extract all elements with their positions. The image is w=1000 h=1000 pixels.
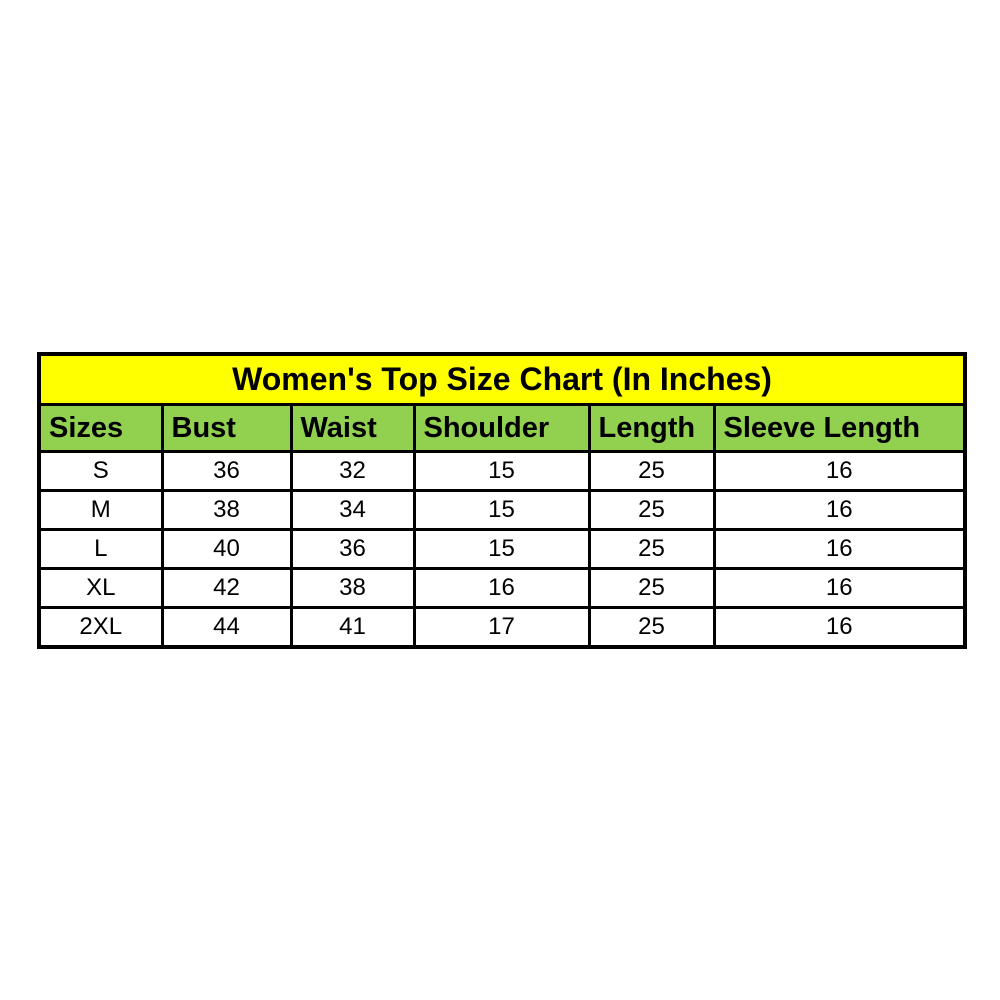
cell-shoulder: 15 — [414, 452, 589, 491]
column-header-bust: Bust — [162, 405, 291, 452]
cell-shoulder: 17 — [414, 608, 589, 648]
cell-sleeve-length: 16 — [714, 608, 965, 648]
table-row-s — [39, 452, 965, 491]
cell-shoulder: 16 — [414, 569, 589, 608]
cell-size-label: M — [39, 491, 162, 530]
cell-bust: 40 — [162, 530, 291, 569]
column-header-sleeve-length: Sleeve Length — [714, 405, 965, 452]
cell-waist: 41 — [291, 608, 414, 648]
table-title-row — [39, 354, 965, 405]
column-header-length: Length — [589, 405, 714, 452]
cell-waist: 38 — [291, 569, 414, 608]
table-row-xl — [39, 569, 965, 608]
table-row-l — [39, 530, 965, 569]
cell-bust: 36 — [162, 452, 291, 491]
table-header-row — [39, 405, 965, 452]
cell-size-label: S — [39, 452, 162, 491]
cell-shoulder: 15 — [414, 530, 589, 569]
cell-length: 25 — [589, 569, 714, 608]
column-header-waist: Waist — [291, 405, 414, 452]
cell-waist: 32 — [291, 452, 414, 491]
cell-length: 25 — [589, 452, 714, 491]
cell-size-label: 2XL — [39, 608, 162, 648]
cell-sleeve-length: 16 — [714, 452, 965, 491]
cell-sleeve-length: 16 — [714, 491, 965, 530]
cell-sleeve-length: 16 — [714, 530, 965, 569]
cell-bust: 44 — [162, 608, 291, 648]
cell-waist: 34 — [291, 491, 414, 530]
size-chart-table — [37, 352, 967, 649]
table-row-2xl — [39, 608, 965, 648]
cell-bust: 38 — [162, 491, 291, 530]
cell-bust: 42 — [162, 569, 291, 608]
cell-length: 25 — [589, 491, 714, 530]
cell-shoulder: 15 — [414, 491, 589, 530]
cell-length: 25 — [589, 530, 714, 569]
cell-sleeve-length: 16 — [714, 569, 965, 608]
column-header-shoulder: Shoulder — [414, 405, 589, 452]
column-header-sizes: Sizes — [39, 405, 162, 452]
cell-size-label: XL — [39, 569, 162, 608]
cell-length: 25 — [589, 608, 714, 648]
table-title: Women's Top Size Chart (In Inches) — [39, 354, 965, 405]
cell-waist: 36 — [291, 530, 414, 569]
cell-size-label: L — [39, 530, 162, 569]
table-row-m — [39, 491, 965, 530]
